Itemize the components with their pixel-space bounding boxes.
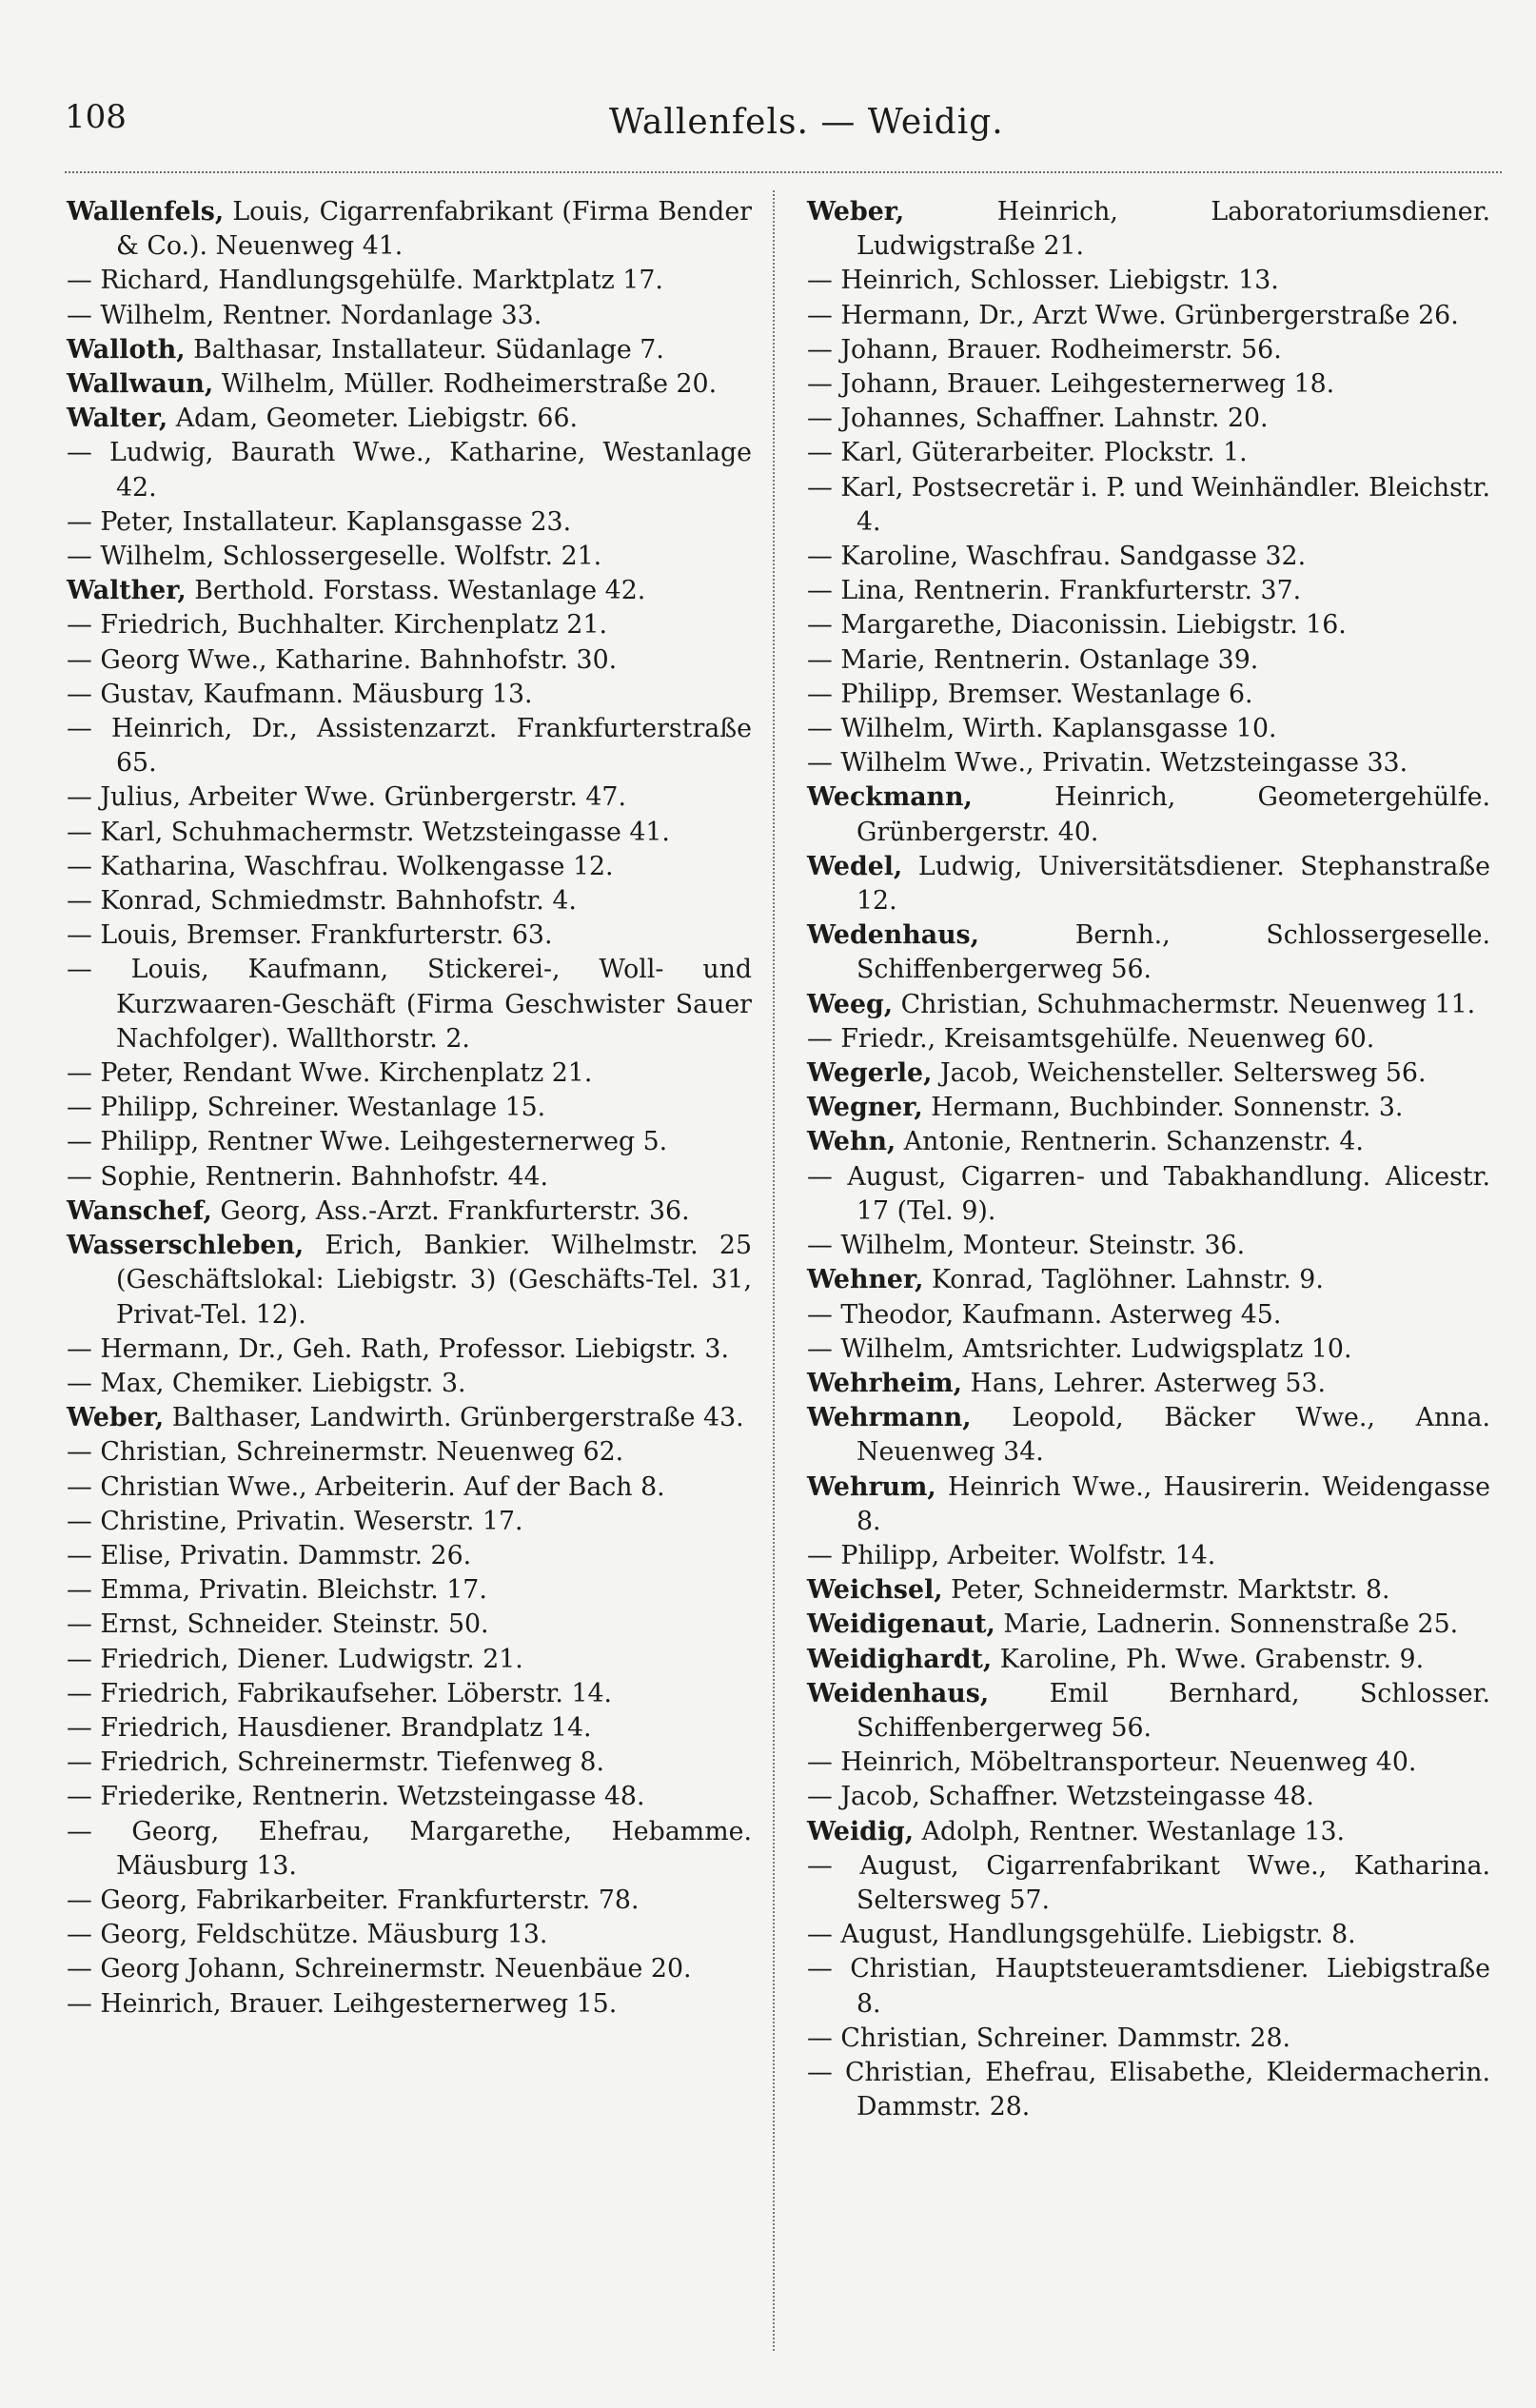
directory-entry (67, 505, 752, 540)
entry-details: — Margarethe, Diaconissin. Liebigstr. 16. (807, 610, 1347, 641)
directory-entry (807, 2056, 1490, 2124)
directory-entry (807, 988, 1490, 1022)
entry-surname: Wasserschleben, (67, 1231, 305, 1261)
directory-entry (807, 195, 1490, 264)
entry-details: — Philipp, Schreiner. Westanlage 15. (67, 1093, 546, 1123)
entry-details: — Max, Chemiker. Liebigstr. 3. (67, 1368, 466, 1398)
directory-entry (807, 1056, 1490, 1091)
entry-details: Berthold. Forstass. Westanlage 42. (186, 576, 646, 606)
entry-surname: Wallenfels, (67, 197, 225, 227)
entry-surname: Walter, (67, 404, 168, 434)
directory-entry (67, 264, 752, 298)
entry-details: — Louis, Kaufmann, Stickerei-, Woll- und Kurzwaaren-Geschäft (Firma Geschwister Sauer Nachfolger). Wallthorstr. 2. (67, 955, 752, 1054)
directory-entry (807, 1125, 1490, 1159)
directory-entry (807, 678, 1490, 712)
entry-surname: Wegner, (807, 1093, 923, 1123)
entry-details: — Marie, Rentnerin. Ostanlage 39. (807, 644, 1259, 675)
entry-details: — Peter, Installateur. Kaplansgasse 23. (67, 506, 572, 537)
entry-details: — Elise, Privatin. Dammstr. 26. (67, 1540, 472, 1570)
directory-entry (807, 1780, 1490, 1814)
directory-entry (67, 1539, 752, 1573)
directory-entry (67, 1056, 752, 1091)
directory-entry (807, 264, 1490, 298)
directory-entry (807, 780, 1490, 849)
entry-details: Bernh., Schlossergeselle. Schiffenbergerweg 56. (857, 920, 1490, 985)
entry-details: — Karl, Schuhmachermstr. Wetzsteingasse 41. (67, 817, 670, 847)
entry-surname: Weidenhaus, (807, 1678, 990, 1708)
directory-entry (67, 1746, 752, 1780)
entry-details: — Jacob, Schaffner. Wetzsteingasse 48. (807, 1782, 1314, 1812)
entry-details: Jacob, Weichensteller. Seltersweg 56. (932, 1058, 1427, 1089)
entry-details: — Katharina, Waschfrau. Wolkengasse 12. (67, 851, 614, 881)
directory-entry (67, 850, 752, 884)
entry-details: — Richard, Handlungsgehülfe. Marktplatz 17. (67, 266, 663, 296)
directory-entry (67, 1470, 752, 1505)
directory-entry (807, 1022, 1490, 1056)
directory-entry (807, 918, 1490, 987)
right-column (807, 195, 1490, 2124)
directory-entry (807, 1849, 1490, 1918)
directory-entry (807, 1091, 1490, 1125)
entry-details: Hans, Lehrer. Asterweg 53. (961, 1368, 1326, 1398)
directory-entry (67, 1952, 752, 1986)
left-column (67, 195, 752, 2022)
directory-entry (807, 643, 1490, 678)
directory-entry (807, 436, 1490, 470)
entry-details: — Hermann, Dr., Arzt Wwe. Grünbergerstraße 26. (807, 300, 1459, 330)
entry-details: — Friedrich, Buchhalter. Kirchenplatz 21. (67, 610, 608, 641)
entry-surname: Wanschef, (67, 1195, 212, 1226)
directory-entry (807, 333, 1490, 367)
entry-surname: Wehn, (807, 1127, 896, 1157)
directory-entry (807, 1815, 1490, 1849)
entry-details: — Friedrich, Hausdiener. Brandplatz 14. (67, 1712, 592, 1743)
entry-details: Leopold, Bäcker Wwe., Anna. Neuenweg 34. (857, 1403, 1490, 1468)
directory-entry (67, 918, 752, 953)
entry-surname: Wehrum, (807, 1471, 936, 1502)
running-head: Wallenfels. — Weidig. (609, 103, 1004, 142)
entry-details: — Christine, Privatin. Weserstr. 17. (67, 1506, 523, 1536)
entry-details: — Christian, Ehefrau, Elisabethe, Kleidermacherin. Dammstr. 28. (807, 2057, 1490, 2122)
entry-details: Balthaser, Landwirth. Grünbergerstraße 43. (164, 1403, 744, 1433)
directory-entry (67, 1435, 752, 1470)
entry-surname: Wehner, (807, 1265, 924, 1295)
directory-entry (67, 780, 752, 815)
entry-surname: Wedel, (807, 851, 903, 881)
directory-entry (67, 574, 752, 608)
directory-entry (67, 643, 752, 678)
directory-entry (807, 1952, 1490, 2021)
entry-details: Christian, Schuhmachermstr. Neuenweg 11. (893, 989, 1476, 1019)
directory-entry (807, 1263, 1490, 1297)
directory-entry (807, 299, 1490, 333)
entry-details: — August, Handlungsgehülfe. Liebigstr. 8. (807, 1920, 1356, 1950)
directory-entry (67, 299, 752, 333)
entry-surname: Weidig, (807, 1816, 915, 1846)
directory-entry (67, 1332, 752, 1367)
directory-entry (67, 1401, 752, 1435)
directory-entry (67, 1918, 752, 1952)
entry-details: — Georg, Feldschütze. Mäusburg 13. (67, 1920, 548, 1950)
directory-entry (807, 1160, 1490, 1229)
entry-details: — Georg Johann, Schreinermstr. Neuenbäue 20. (67, 1954, 692, 1984)
directory-entry (67, 402, 752, 436)
entry-details: — Friedrich, Schreinermstr. Tiefenweg 8. (67, 1747, 604, 1778)
entry-details: — Friedr., Kreisamtsgehülfe. Neuenweg 60. (807, 1023, 1375, 1054)
entry-surname: Weidighardt, (807, 1644, 993, 1674)
entry-details: — Christian, Schreinermstr. Neuenweg 62. (67, 1437, 624, 1468)
directory-entry (67, 1194, 752, 1229)
entry-details: — Heinrich, Brauer. Leihgesternerweg 15. (67, 1988, 618, 2019)
entry-details: — Christian, Schreiner. Dammstr. 28. (807, 2023, 1291, 2053)
directory-entry (807, 1470, 1490, 1539)
entry-surname: Wallwaun, (67, 369, 214, 400)
directory-entry (807, 471, 1490, 540)
entry-details: Heinrich, Geometergehülfe. Grünbergerstr. 40. (857, 782, 1490, 847)
entry-details: — Karl, Güterarbeiter. Plockstr. 1. (807, 438, 1248, 468)
entry-details: — Christian Wwe., Arbeiterin. Auf der Bach 8. (67, 1471, 665, 1502)
directory-entry (67, 953, 752, 1056)
directory-entry (67, 712, 752, 780)
entry-details: — Johannes, Schaffner. Lahnstr. 20. (807, 404, 1269, 434)
directory-entry (807, 2022, 1490, 2056)
entry-details: — Karl, Postsecretär i. P. und Weinhändler. Bleichstr. 4. (807, 472, 1490, 537)
entry-details: Antonie, Rentnerin. Schanzenstr. 4. (896, 1127, 1364, 1157)
entry-surname: Weeg, (807, 989, 894, 1019)
entry-details: Hermann, Buchbinder. Sonnenstr. 3. (922, 1093, 1404, 1123)
entry-surname: Weber, (67, 1403, 165, 1433)
directory-entry (67, 1505, 752, 1539)
directory-entry (67, 608, 752, 642)
entry-details: — Konrad, Schmiedmstr. Bahnhofstr. 4. (67, 886, 577, 917)
entry-details: Konrad, Taglöhner. Lahnstr. 9. (923, 1265, 1324, 1295)
directory-entry (807, 1573, 1490, 1608)
entry-details: — Georg Wwe., Katharine. Bahnhofstr. 30. (67, 644, 618, 675)
directory-entry (67, 1573, 752, 1608)
directory-entry (67, 884, 752, 918)
entry-details: — Julius, Arbeiter Wwe. Grünbergerstr. 47. (67, 782, 626, 813)
entry-surname: Wehrmann, (807, 1403, 972, 1433)
entry-details: — Heinrich, Schlosser. Liebigstr. 13. (807, 266, 1279, 296)
entry-details: Ludwig, Universitätsdiener. Stephanstraße 12. (857, 851, 1490, 917)
entry-details: — Johann, Brauer. Leihgesternerweg 18. (807, 369, 1335, 400)
entry-surname: Wegerle, (807, 1058, 933, 1089)
directory-entry (807, 540, 1490, 574)
entry-details: — Wilhelm Wwe., Privatin. Wetzsteingasse 33. (807, 748, 1408, 779)
entry-details: — Louis, Bremser. Frankfurterstr. 63. (67, 920, 553, 951)
entry-details: Marie, Ladnerin. Sonnenstraße 25. (994, 1609, 1459, 1640)
entry-details: — Philipp, Bremser. Westanlage 6. (807, 679, 1253, 709)
entry-details: — Philipp, Arbeiter. Wolfstr. 14. (807, 1540, 1216, 1570)
entry-surname: Walloth, (67, 334, 186, 365)
entry-details: — Wilhelm, Rentner. Nordanlage 33. (67, 300, 542, 330)
entry-details: Peter, Schneidermstr. Marktstr. 8. (942, 1575, 1390, 1606)
directory-entry (807, 1677, 1490, 1746)
directory-entry (67, 540, 752, 574)
directory-entry (807, 1608, 1490, 1642)
directory-entry (807, 1332, 1490, 1367)
directory-entry (807, 1298, 1490, 1332)
directory-entry (67, 195, 752, 264)
entry-details: — Friedrich, Diener. Ludwigstr. 21. (67, 1644, 523, 1674)
column-divider (773, 190, 775, 2351)
directory-entry (807, 850, 1490, 918)
entry-details: — Theodor, Kaufmann. Asterweg 45. (807, 1299, 1282, 1330)
directory-entry (67, 1125, 752, 1159)
entry-details: — Ludwig, Baurath Wwe., Katharine, Westanlage 42. (67, 438, 752, 503)
entry-details: — Gustav, Kaufmann. Mäusburg 13. (67, 679, 533, 709)
entry-details: Heinrich Wwe., Hausirerin. Weidengasse 8. (857, 1471, 1490, 1536)
entry-details: — Wilhelm, Wirth. Kaplansgasse 10. (807, 714, 1277, 744)
entry-details: — Heinrich, Dr., Assistenzarzt. Frankfurterstraße 65. (67, 714, 752, 779)
entry-details: Erich, Bankier. Wilhelmstr. 25 (Geschäftslokal: Liebigstr. 3) (Geschäfts-Tel. 31, Privat-Tel. 12). (116, 1231, 752, 1330)
entry-details: — August, Cigarrenfabrikant Wwe., Katharina. Seltersweg 57. (807, 1850, 1490, 1915)
directory-entry (67, 333, 752, 367)
directory-entry (67, 1987, 752, 2022)
directory-entry (67, 1884, 752, 1918)
entry-details: — August, Cigarren- und Tabakhandlung. Alicestr. 17 (Tel. 9). (807, 1161, 1490, 1226)
directory-entry (67, 1367, 752, 1401)
page-number: 108 (65, 98, 127, 136)
entry-surname: Wehrheim, (807, 1368, 962, 1398)
entry-details: — Wilhelm, Amtsrichter. Ludwigsplatz 10. (807, 1333, 1352, 1364)
entry-details: Heinrich, Laboratoriumsdiener. Ludwigstraße 21. (857, 197, 1490, 262)
entry-surname: Weckmann, (807, 782, 973, 813)
entry-details: Wilhelm, Müller. Rodheimerstraße 20. (213, 369, 718, 400)
entry-details: — Emma, Privatin. Bleichstr. 17. (67, 1575, 487, 1606)
directory-entry (67, 367, 752, 402)
entry-surname: Wedenhaus, (807, 920, 979, 951)
directory-entry (67, 1229, 752, 1332)
directory-entry (67, 1091, 752, 1125)
entry-details: — Peter, Rendant Wwe. Kirchenplatz 21. (67, 1058, 593, 1089)
entry-details: — Lina, Rentnerin. Frankfurterstr. 37. (807, 576, 1302, 606)
entry-details: Georg, Ass.-Arzt. Frankfurterstr. 36. (211, 1195, 690, 1226)
entry-details: Adam, Geometer. Liebigstr. 66. (167, 404, 579, 434)
directory-entry (67, 1643, 752, 1677)
directory-entry (807, 1401, 1490, 1470)
entry-details: Balthasar, Installateur. Südanlage 7. (185, 334, 664, 365)
directory-entry (67, 1677, 752, 1711)
entry-details: Louis, Cigarrenfabrikant (Firma Bender & Co.). Neuenweg 41. (116, 197, 752, 262)
entry-details: Emil Bernhard, Schlosser. Schiffenbergerweg 56. (857, 1678, 1490, 1743)
entry-details: — Hermann, Dr., Geh. Rath, Professor. Liebigstr. 3. (67, 1333, 729, 1364)
directory-entry (67, 1160, 752, 1194)
directory-entry (807, 1918, 1490, 1952)
entry-details: — Christian, Hauptsteueramtsdiener. Liebigstraße 8. (807, 1954, 1490, 2019)
directory-entry (67, 678, 752, 712)
directory-entry (67, 436, 752, 504)
directory-entry (67, 1608, 752, 1642)
entry-surname: Weichsel, (807, 1575, 943, 1606)
directory-entry (807, 574, 1490, 608)
directory-entry (807, 1643, 1490, 1677)
directory-entry (807, 608, 1490, 642)
directory-entry (807, 367, 1490, 402)
entry-details: — Georg, Fabrikarbeiter. Frankfurterstr. 78. (67, 1885, 640, 1915)
directory-entry (67, 816, 752, 850)
entry-details: — Heinrich, Möbeltransporteur. Neuenweg 40. (807, 1747, 1417, 1778)
entry-details: — Sophie, Rentnerin. Bahnhofstr. 44. (67, 1161, 549, 1192)
entry-surname: Walther, (67, 576, 187, 606)
directory-entry (807, 1539, 1490, 1573)
entry-details: — Wilhelm, Monteur. Steinstr. 36. (807, 1231, 1246, 1261)
entry-details: Adolph, Rentner. Westanlage 13. (914, 1816, 1346, 1846)
directory-entry (67, 1711, 752, 1746)
directory-entry (67, 1780, 752, 1814)
header-rule (65, 171, 1502, 173)
directory-entry (807, 712, 1490, 746)
entry-details: Karoline, Ph. Wwe. Grabenstr. 9. (992, 1644, 1425, 1674)
entry-surname: Weidigenaut, (807, 1609, 995, 1640)
directory-entry (807, 1367, 1490, 1401)
entry-details: — Philipp, Rentner Wwe. Leihgesternerweg 5. (67, 1127, 668, 1157)
directory-entry (67, 1815, 752, 1884)
entry-details: — Karoline, Waschfrau. Sandgasse 32. (807, 542, 1307, 572)
entry-surname: Weber, (807, 197, 905, 227)
entry-details: — Wilhelm, Schlossergeselle. Wolfstr. 21. (67, 542, 602, 572)
directory-entry (807, 1229, 1490, 1263)
directory-entry (807, 746, 1490, 780)
entry-details: — Johann, Brauer. Rodheimerstr. 56. (807, 334, 1282, 365)
entry-details: — Ernst, Schneider. Steinstr. 50. (67, 1609, 489, 1640)
entry-details: — Friedrich, Fabrikaufseher. Löberstr. 14. (67, 1678, 613, 1708)
directory-entry (807, 1746, 1490, 1780)
directory-entry (807, 402, 1490, 436)
entry-details: — Georg, Ehefrau, Margarethe, Hebamme. Mäusburg 13. (67, 1816, 752, 1881)
entry-details: — Friederike, Rentnerin. Wetzsteingasse 48. (67, 1782, 645, 1812)
